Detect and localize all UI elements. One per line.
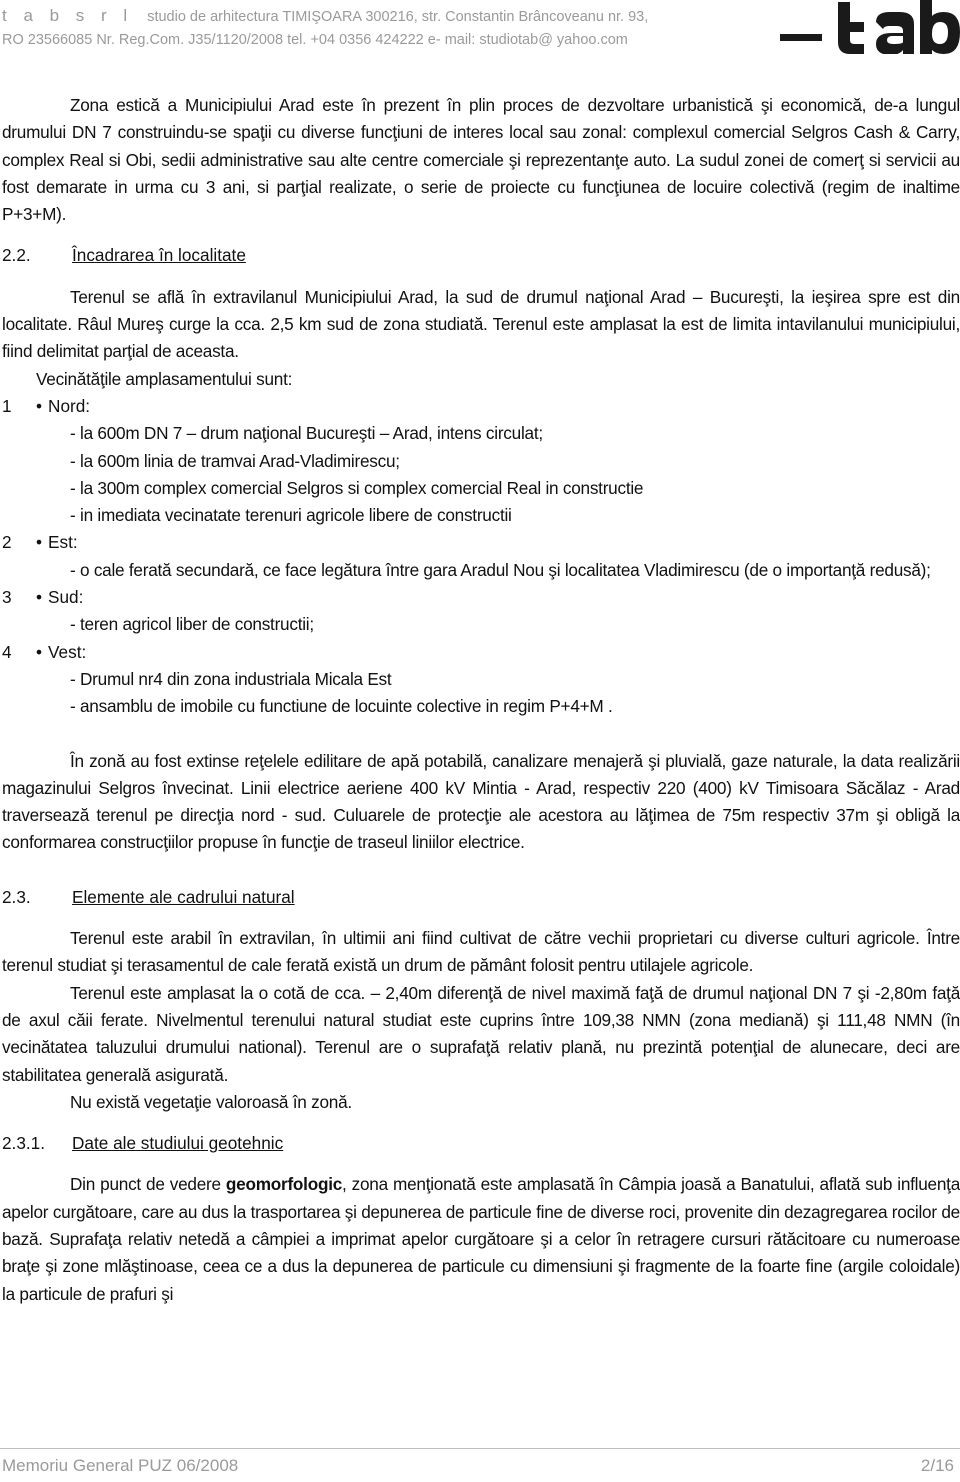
document-body — [0, 92, 960, 1308]
page-header — [0, 0, 960, 60]
list-item: - teren agricol liber de constructii; — [70, 614, 314, 635]
list-item: - in imediata vecinatate terenuri agricole libere de constructii — [70, 505, 512, 526]
bullet-icon: • — [36, 395, 43, 416]
section-title: Elemente ale cadrului natural — [72, 886, 295, 907]
list-item: - Drumul nr4 din zona industriala Micala Est — [70, 668, 392, 689]
location-paragraph: Terenul se află în extravilanul Municipiului Arad, la sud de drumul naţional Arad – Bucureşti, la ieşirea spre est din localitate. Râul Mureş curge la cca. 2,5 km sud de zona studiată. Terenul este amplasat la est de limita intavilanului municipiului, fiind delimitat parţial de aceasta. — [2, 286, 960, 362]
list-item: - la 600m DN 7 – drum naţional Bucureşti – Arad, intens circulat; — [70, 423, 543, 444]
page-footer — [0, 1448, 960, 1482]
header-address: studio de arhitectura TIMIŞOARA 300216, str. Constantin Brâncoveanu nr. 93, — [147, 9, 649, 25]
natural-paragraph-1: Terenul este arabil în extravilan, în ultimii ani fiind cultivat de către vechii proprietari cu diverse culturi agricole. Între terenul studiat şi terasamentul de cale ferată există un drum de pământ folosit pentru utilajele agricole. — [2, 928, 960, 976]
section-2-3-1-heading — [0, 1130, 960, 1157]
header-line-1 — [2, 6, 648, 26]
neighbours-intro: Vecinătăţile amplasamentului sunt: — [36, 368, 293, 389]
section-number: 2.3. — [2, 886, 31, 907]
list-item: - ansamblu de imobile cu functiune de locuinte colective in regim P+4+M . — [70, 696, 613, 717]
bullet-icon: • — [36, 587, 43, 608]
page-number: 2/16 — [920, 1456, 954, 1475]
section-2-3-heading — [0, 884, 960, 911]
section-title: Încadrarea în localitate — [72, 245, 246, 266]
document-title: Memoriu General PUZ 06/2008 — [2, 1456, 239, 1475]
list-item: - la 600m linia de tramvai Arad-Vladimirescu; — [70, 450, 400, 471]
list-item: - la 300m complex comercial Selgros si complex comercial Real in constructie — [70, 477, 644, 498]
header-line-2: RO 23566085 Nr. Reg.Com. J35/1120/2008 tel. +04 0356 424222 e- mail: studiotab@ yahoo.com — [2, 32, 628, 48]
tab-logo — [776, 0, 960, 54]
section-title: Date ale studiului geotehnic — [72, 1133, 284, 1154]
section-number: 2.3.1. — [2, 1133, 46, 1154]
neighbours-list — [0, 393, 960, 721]
natural-paragraph-2: Terenul este amplasat la o cotă de cca. – 2,40m diferenţă de nivel maximă faţă de drumul naţional DN 7 şi -2,80m faţă de axul căii ferate. Nivelmentul terenului natural studiat este cuprins între 109,38 NMN (zona mediană) şi 111,48 NMN (în vecinătatea taluzului drumului national). Terenul are o suprafaţă relativ plană, nu prezintă potenţial de alunecare, deci are stabilitatea generală asigurată. — [2, 982, 960, 1085]
neighbour-east: 2 • Est: — [2, 532, 78, 553]
bullet-icon: • — [36, 641, 43, 662]
neighbour-west: 4 • Vest: — [2, 641, 87, 662]
bold-term: geomorfologic — [225, 1174, 343, 1195]
footer-divider — [0, 1448, 960, 1449]
list-item: - o cale ferată secundară, ce face legătura între gara Aradul Nou şi localitatea Vladimirescu (de o importanţă redusă); — [70, 559, 931, 580]
neighbour-south: 3 • Sud: — [2, 587, 84, 608]
section-2-2-heading — [0, 242, 960, 269]
intro-paragraph: Zona estică a Municipiului Arad este în prezent în plin proces de dezvoltare urbanistică şi economică, de-a lungul drumului DN 7 construindu-se spaţii cu diverse funcţiuni de interes local sau zonal: complexul comercial Selgros Cash & Carry, complex Real si Obi, sedii administrative sau alte centre comerciale şi reprezentanţe auto. La sudul zonei de comerţ si servicii au fost demarate in urma cu 3 ani, si parţial realizate, o serie de proiecte cu funcţiunea de locuire colectivă (regim de inaltime P+3+M). — [2, 95, 960, 225]
utilities-paragraph: În zonă au fost extinse reţelele edilitare de apă potabilă, canalizare menajeră şi pluvială, gaze naturale, la data realizării magazinului Selgros învecinat. Linii electrice aeriene 400 kV Mintia - Arad, respectiv 220 (400) kV Timisoara Săcălaz - Arad traversează terenul pe direcţia nord - sud. Culuarele de protecţie ale acestora au lăţimea de 75m respectiv 37m şi obligă la conformarea construcţiilor propuse în funcţie de traseul liniilor electrice. — [2, 750, 960, 853]
natural-paragraph-3: Nu există vegetaţie valoroasă în zonă. — [70, 1091, 352, 1112]
section-number: 2.2. — [2, 245, 31, 266]
bullet-icon: • — [36, 532, 43, 553]
neighbour-north: 1 • Nord: — [2, 395, 91, 416]
firm-name: t a b s r l — [2, 6, 134, 25]
geotech-paragraph: Din punct de vedere geomorfologic, zona menţionată este amplasată în Câmpia joasă a Banatului, aflată sub influenţa apelor curgătoare, care au dus la trasportarea şi depunerea de particule fine de diverse roci, provenite din dezagregarea rocilor de bază. Suprafaţa relativ netedă a câmpiei a imprimat apelor curgătoare şi a celor în retragere cursuri rătăcitoare cu numeroase braţe şi zone mlăştinoase, ceea ce a dus la depunerea de particule cu dimensiuni şi fragmente de la foarte fine (argile coloidale) la particule de prafuri şi — [2, 1174, 960, 1304]
